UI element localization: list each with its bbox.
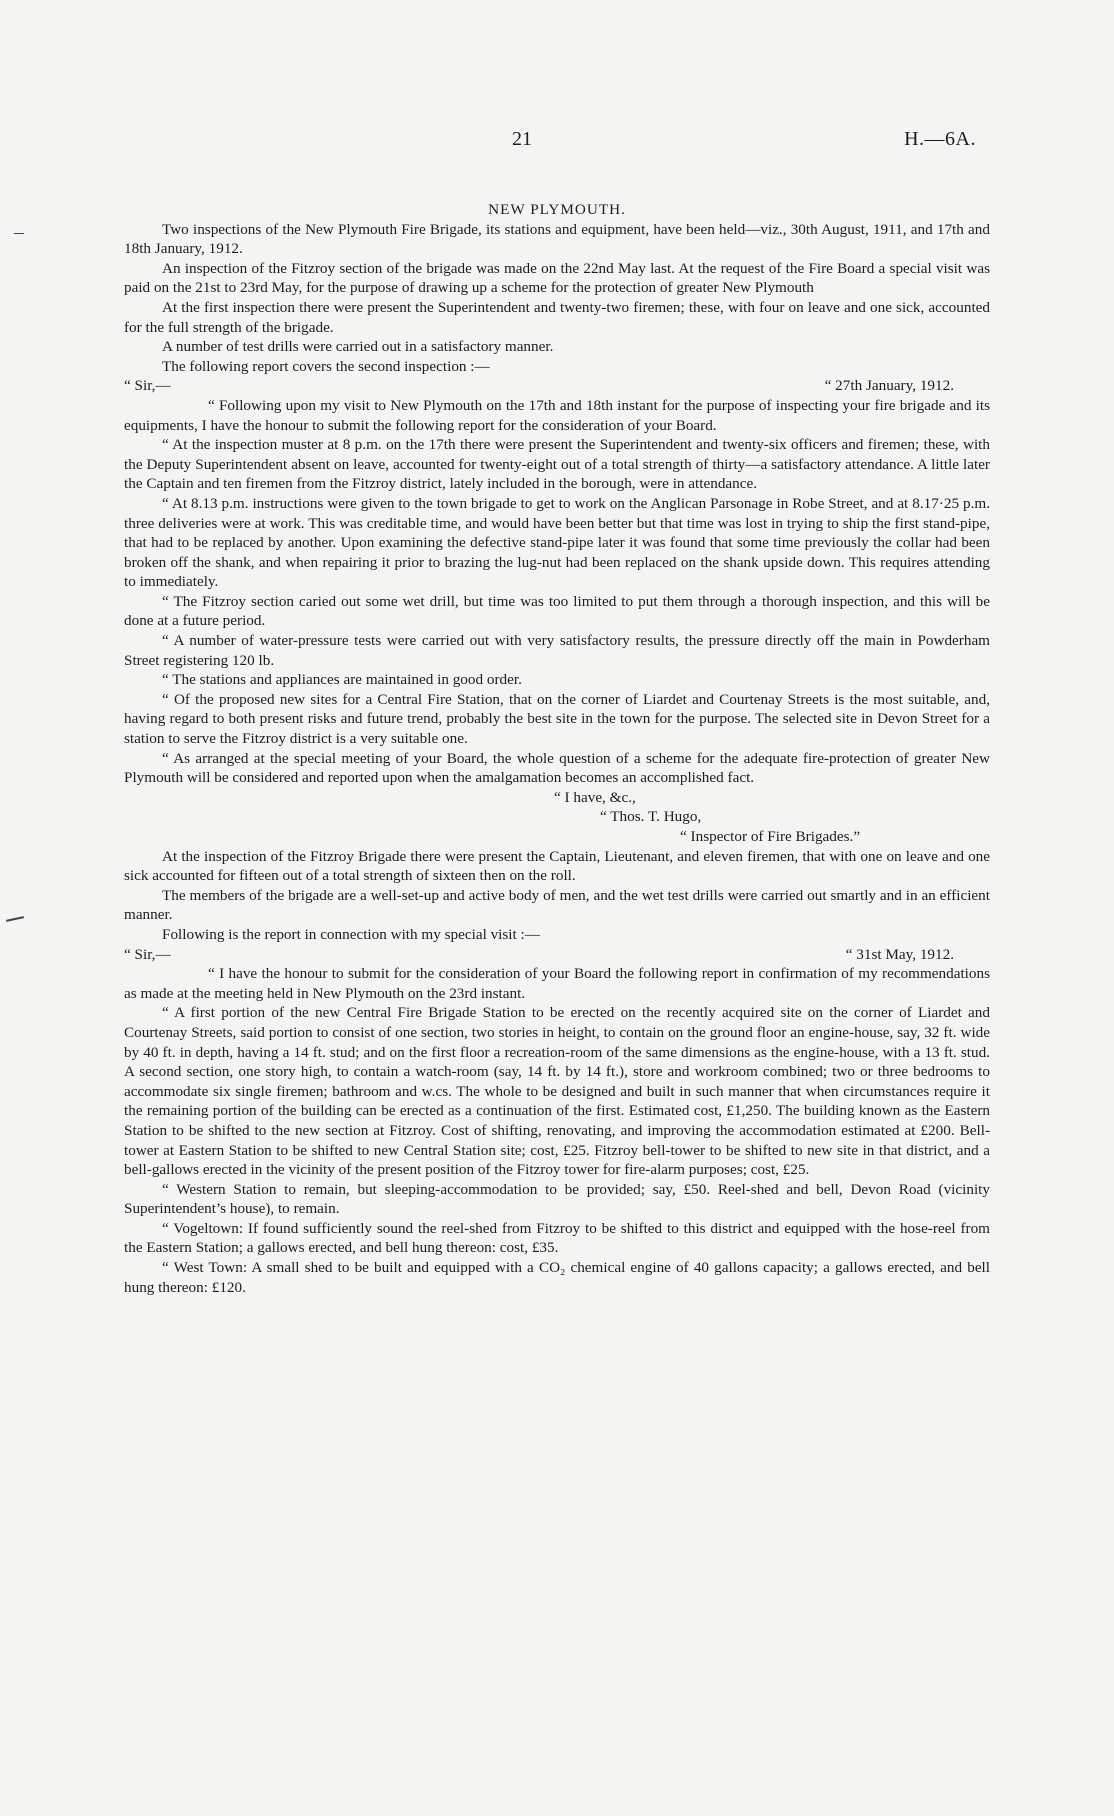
page-number: 21 xyxy=(512,128,532,150)
page-content xyxy=(124,200,990,1297)
letter-paragraph: “ Of the proposed new sites for a Central Fire Station, that on the corner of Liardet and Courtenay Streets is the most suitable, and, having regard to both present risks and future trend, probably the best site in the town for the purpose. The selected site in Devon Street for a station to serve the Fitzroy district is a very suitable one. xyxy=(124,690,990,748)
document-code: H.—6A. xyxy=(904,128,976,150)
paragraph: Following is the report in connection with my special visit :— xyxy=(162,925,540,943)
letter-paragraph: “ I have the honour to submit for the consideration of your Board the following report in confirmation of my recommendations as made at the meeting held in New Plymouth on the 23rd instant. xyxy=(124,965,990,1002)
letter-header xyxy=(124,376,990,396)
letter-paragraph: “ Vogeltown: If found sufficiently sound the reel-shed from Fitzroy to be shifted to this district and equipped with the hose-reel from the Eastern Station; a gallows erected, and bell hung thereon: cost, £35. xyxy=(124,1219,990,1257)
paragraph: The following report covers the second inspection :— xyxy=(162,357,490,375)
letter-date: “ 27th January, 1912. xyxy=(824,377,954,395)
letter-paragraph: “ Following upon my visit to New Plymouth on the 17th and 18th instant for the purpose of inspecting your fire brigade and its equipments, I have the honour to submit the following report for the consideration of your Board. xyxy=(124,396,990,434)
letter-paragraph: “ The Fitzroy section caried out some wet drill, but time was too limited to put them through a thorough inspection, and this will be done at a future period. xyxy=(124,592,990,630)
letter-paragraph: “ As arranged at the special meeting of your Board, the whole question of a scheme for the adequate fire-protection of greater New Plymouth will be considered and reported upon when the amalgamation becomes an accomplished fact. xyxy=(124,749,990,787)
paragraph: The members of the brigade are a well-set-up and active body of men, and the wet test drills were carried out smartly and in an efficient manner. xyxy=(124,886,990,924)
letter-header xyxy=(124,945,990,965)
letter-signatory: “ Thos. T. Hugo, xyxy=(600,808,702,826)
letter-closing: “ I have, &c., xyxy=(554,788,636,806)
paragraph: Two inspections of the New Plymouth Fire Brigade, its stations and equipment, have been held—viz., 30th August, 1911, and 17th and 18th January, 1912. xyxy=(124,220,990,258)
section-heading: NEW PLYMOUTH. xyxy=(488,201,626,218)
letter-paragraph: “ The stations and appliances are maintained in good order. xyxy=(162,671,522,689)
margin-mark xyxy=(14,233,24,234)
letter-salutation: “ Sir,— xyxy=(124,945,171,963)
letter-paragraph: “ A number of water-pressure tests were carried out with very satisfactory results, the pressure directly off the main in Powderham Street registering 120 lb. xyxy=(124,632,990,669)
letter-paragraph: “ At the inspection muster at 8 p.m. on the 17th there were present the Superintendent and twenty-six officers and firemen; these, with the Deputy Superintendent absent on leave, accounted for twenty-eight out of a total strength of thirty—a satisfactory attendance. A little later the Captain and ten firemen from the Fitzroy district, lately included in the borough, were in attendance. xyxy=(124,436,990,493)
letter-paragraph: “ West Town: A small shed to be built and equipped with a CO₂ chemical engine of 40 gallons capacity; a gallows erected, and bell hung thereon: £120. xyxy=(124,1259,990,1296)
paragraph: At the inspection of the Fitzroy Brigade there were present the Captain, Lieutenant, and eleven firemen, that with one on leave and one sick accounted for fifteen out of a total strength of sixteen then on the roll. xyxy=(124,847,990,885)
letter-signatory-title: “ Inspector of Fire Brigades.” xyxy=(680,828,861,845)
letter-salutation: “ Sir,— xyxy=(124,377,171,395)
letter-paragraph: “ At 8.13 p.m. instructions were given to the town brigade to get to work on the Anglican Parsonage in Robe Street, and at 8.17·25 p.m. three deliveries were at work. This was creditable time, and would have been better but that time was lost in trying to ship the first stand-pipe, that had to be replaced by another. Upon examining the defective stand-pipe later it was found that some time previously the collar had been broken off the shank, and when repairing it prior to brazing the lug-nut had been replaced on the shank upside down. This requires attending to immediately. xyxy=(124,494,990,591)
letter-paragraph: “ A first portion of the new Central Fire Brigade Station to be erected on the recently acquired site on the corner of Liardet and Courtenay Streets, said portion to consist of one section, two stories in height, to contain on the ground floor an engine-house, say, 32 ft. wide by 40 ft. in depth, having a 14 ft. stud; and on the first floor a recreation-room of the same dimensions as the engine-house, with a 13 ft. stud. A second section, one story high, to contain a watch-room (say, 14 ft. by 14 ft.), store and workroom combined; two or three bedrooms to accommodate six single firemen; bathroom and w.cs. The whole to be designed and built in such manner that when circumstances require it the remaining portion of the building can be erected as a continuation of the first. Estimated cost, £1,250. The building known as the Eastern Station to be shifted to the new section at Fitzroy. Cost of shifting, renovating, and improving the accommodation estimated at £200. Bell-tower at Eastern Station to be shifted to new Central Station site; cost, £25. Fitzroy bell-tower to be shifted to new site in that district, and a bell-gallows erected in the vicinity of the present position of the Fitzroy tower for fire-alarm purposes; cost, £25. xyxy=(124,1004,990,1179)
letter-date: “ 31st May, 1912. xyxy=(845,945,954,963)
paragraph: At the first inspection there were present the Superintendent and twenty-two firemen; these, with four on leave and one sick, accounted for the full strength of the brigade. xyxy=(124,298,990,336)
paragraph: A number of test drills were carried out in a satisfactory manner. xyxy=(162,338,554,356)
letter-paragraph: “ Western Station to remain, but sleeping-accommodation to be provided; say, £50. Reel-shed and bell, Devon Road (vicinity Superintendent’s house), to remain. xyxy=(124,1180,990,1218)
margin-mark xyxy=(6,916,24,922)
paragraph: An inspection of the Fitzroy section of the brigade was made on the 22nd May last. At the request of the Fire Board a special visit was paid on the 21st to 23rd May, for the purpose of drawing up a scheme for the protection of greater New Plymouth xyxy=(124,259,990,297)
